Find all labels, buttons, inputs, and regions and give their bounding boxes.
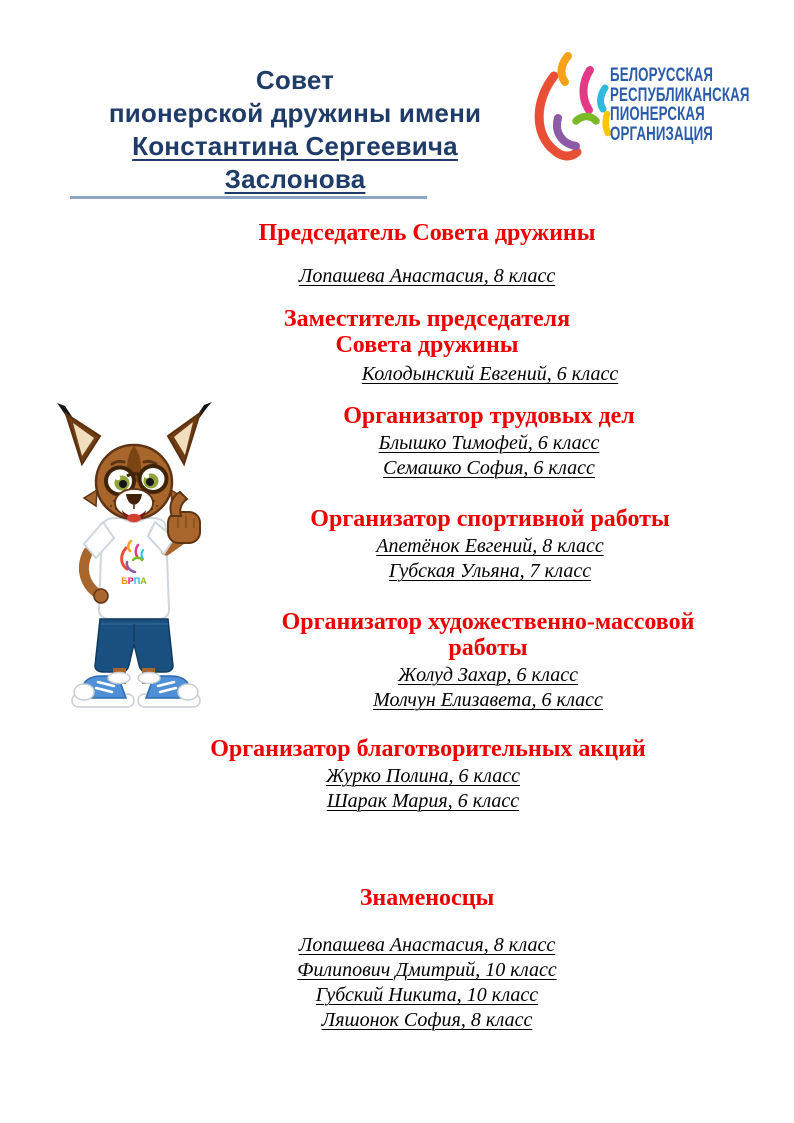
horizontal-rule xyxy=(70,196,427,199)
section-heading: Организатор спортивной работы xyxy=(310,506,670,532)
title-line-1: Совет xyxy=(255,65,335,95)
member-name: Молчун Елизавета, 6 класс xyxy=(373,689,603,711)
member-name: Лопашева Анастасия, 8 класс xyxy=(298,934,556,956)
title-line-2: пионерской дружины имени xyxy=(108,98,482,128)
member-name: Апетёнок Евгений, 8 класс xyxy=(376,535,604,557)
member-name: Ляшонок София, 8 класс xyxy=(321,1009,533,1031)
shirt-text: БРПА xyxy=(121,576,147,586)
section-labor-organizer xyxy=(239,403,739,481)
member-name: Жолуд Захар, 6 класс xyxy=(398,664,578,686)
title-line-3: Константина Сергеевича xyxy=(132,131,458,161)
logo-word-1: БЕЛОРУССКАЯ xyxy=(610,65,714,86)
section-heading: Знаменосцы xyxy=(359,885,495,911)
section-sports-organizer xyxy=(240,506,740,584)
member-name: Лопашева Анастасия, 8 класс xyxy=(298,265,556,287)
member-name: Колодынский Евгений, 6 класс xyxy=(361,363,619,385)
member-name: Блышко Тимофей, 6 класс xyxy=(378,432,600,454)
section-arts-organizer xyxy=(238,609,738,713)
brpo-logo-wordmark xyxy=(610,66,778,144)
section-heading: Заместитель председателя Совета дружины xyxy=(283,306,571,358)
member-name: Шарак Мария, 6 класс xyxy=(326,790,520,812)
logo-word-4: ОРГАНИЗАЦИЯ xyxy=(610,123,713,145)
section-heading: Председатель Совета дружины xyxy=(258,220,596,246)
member-name: Губский Никита, 10 класс xyxy=(315,984,539,1006)
logo-word-3: ПИОНЕРСКАЯ xyxy=(610,104,705,125)
member-name: Филипович Дмитрий, 10 класс xyxy=(297,959,557,981)
section-charity-organizer xyxy=(178,736,678,814)
section-chairman xyxy=(177,220,677,289)
section-flag-bearers xyxy=(177,885,677,1033)
section-heading: Организатор благотворительных акций xyxy=(210,736,646,762)
section-deputy-chairman xyxy=(177,306,677,387)
member-name: Журко Полина, 6 класс xyxy=(326,765,520,787)
section-heading: Организатор художественно-массовой работы xyxy=(281,609,695,661)
logo-word-2: РЕСПУБЛИКАНСКАЯ xyxy=(610,84,750,106)
page-title xyxy=(85,64,505,196)
title-line-4: Заслонова xyxy=(224,164,366,194)
brpo-flame-logo-icon xyxy=(527,48,611,166)
lynx-mascot-illustration xyxy=(56,402,216,712)
member-name: Семашко София, 6 класс xyxy=(383,457,595,479)
section-heading: Организатор трудовых дел xyxy=(343,403,635,429)
member-name: Губская Ульяна, 7 класс xyxy=(388,560,592,582)
